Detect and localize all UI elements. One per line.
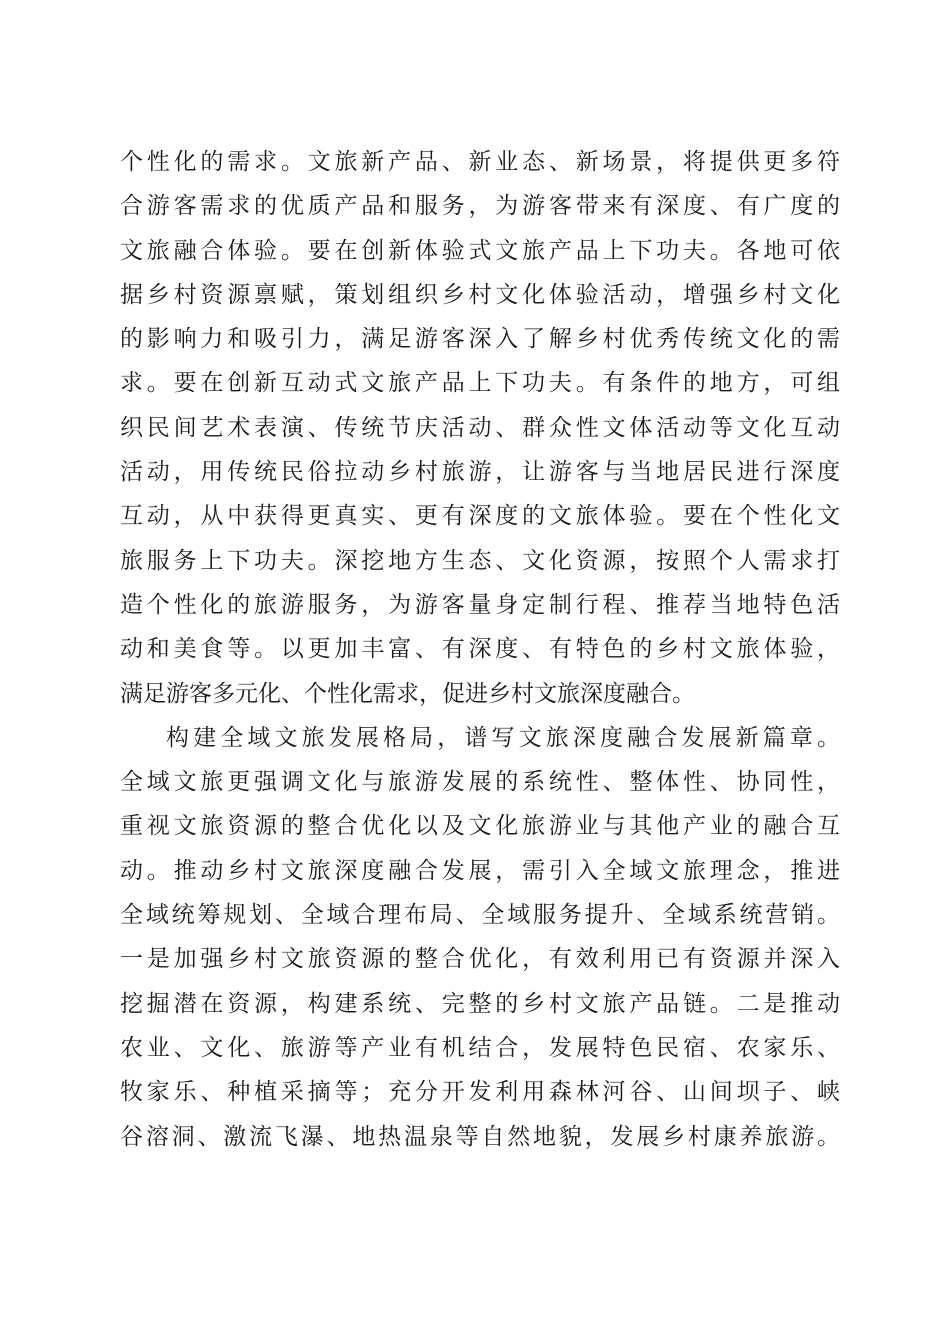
text-line: 谷溶洞、激流飞瀑、地热温泉等自然地貌，发展乡村康养旅游。 bbox=[120, 1123, 840, 1150]
text-line: 满足游客多元化、个性化需求，促进乡村文旅深度融合。 bbox=[120, 680, 695, 707]
text-line: 活动，用传统民俗拉动乡村旅游，让游客与当地居民进行深度 bbox=[120, 459, 840, 486]
paragraph-2 bbox=[120, 716, 840, 1159]
document-body bbox=[120, 140, 840, 1159]
text-line: 全域文旅更强调文化与旅游发展的系统性、整体性、协同性， bbox=[120, 769, 840, 796]
text-line: 的影响力和吸引力，满足游客深入了解乡村优秀传统文化的需 bbox=[120, 326, 840, 353]
text-line: 据乡村资源禀赋，策划组织乡村文化体验活动，增强乡村文化 bbox=[120, 281, 840, 308]
text-line: 织民间艺术表演、传统节庆活动、群众性文体活动等文化互动 bbox=[120, 414, 840, 441]
text-line: 造个性化的旅游服务，为游客量身定制行程、推荐当地特色活 bbox=[120, 591, 840, 618]
text-line: 牧家乐、种植采摘等；充分开发利用森林河谷、山间坝子、峡 bbox=[120, 1079, 840, 1106]
paragraph-1 bbox=[120, 140, 840, 716]
text-line: 一是加强乡村文旅资源的整合优化，有效利用已有资源并深入 bbox=[120, 946, 840, 973]
text-line: 动。推动乡村文旅深度融合发展，需引入全域文旅理念，推进 bbox=[120, 857, 840, 884]
text-line: 农业、文化、旅游等产业有机结合，发展特色民宿、农家乐、 bbox=[120, 1034, 840, 1061]
text-line: 动和美食等。以更加丰富、有深度、有特色的乡村文旅体验， bbox=[120, 636, 840, 663]
text-line: 重视文旅资源的整合优化以及文化旅游业与其他产业的融合互 bbox=[120, 813, 840, 840]
text-line: 挖掘潜在资源，构建系统、完整的乡村文旅产品链。二是推动 bbox=[120, 990, 840, 1017]
text-line: 个性化的需求。文旅新产品、新业态、新场景，将提供更多符 bbox=[120, 149, 840, 175]
text-line: 旅服务上下功夫。深挖地方生态、文化资源，按照个人需求打 bbox=[120, 547, 840, 574]
text-line: 求。要在创新互动式文旅产品上下功夫。有条件的地方，可组 bbox=[120, 370, 840, 397]
text-line: 构建全域文旅发展格局，谱写文旅深度融合发展新篇章。 bbox=[166, 724, 840, 751]
text-line: 文旅融合体验。要在创新体验式文旅产品上下功夫。各地可依 bbox=[120, 237, 840, 264]
text-line: 全域统筹规划、全域合理布局、全域服务提升、全域系统营销。 bbox=[120, 902, 840, 929]
text-line: 合游客需求的优质产品和服务，为游客带来有深度、有广度的 bbox=[120, 193, 840, 220]
text-line: 互动，从中获得更真实、更有深度的文旅体验。要在个性化文 bbox=[120, 503, 840, 530]
